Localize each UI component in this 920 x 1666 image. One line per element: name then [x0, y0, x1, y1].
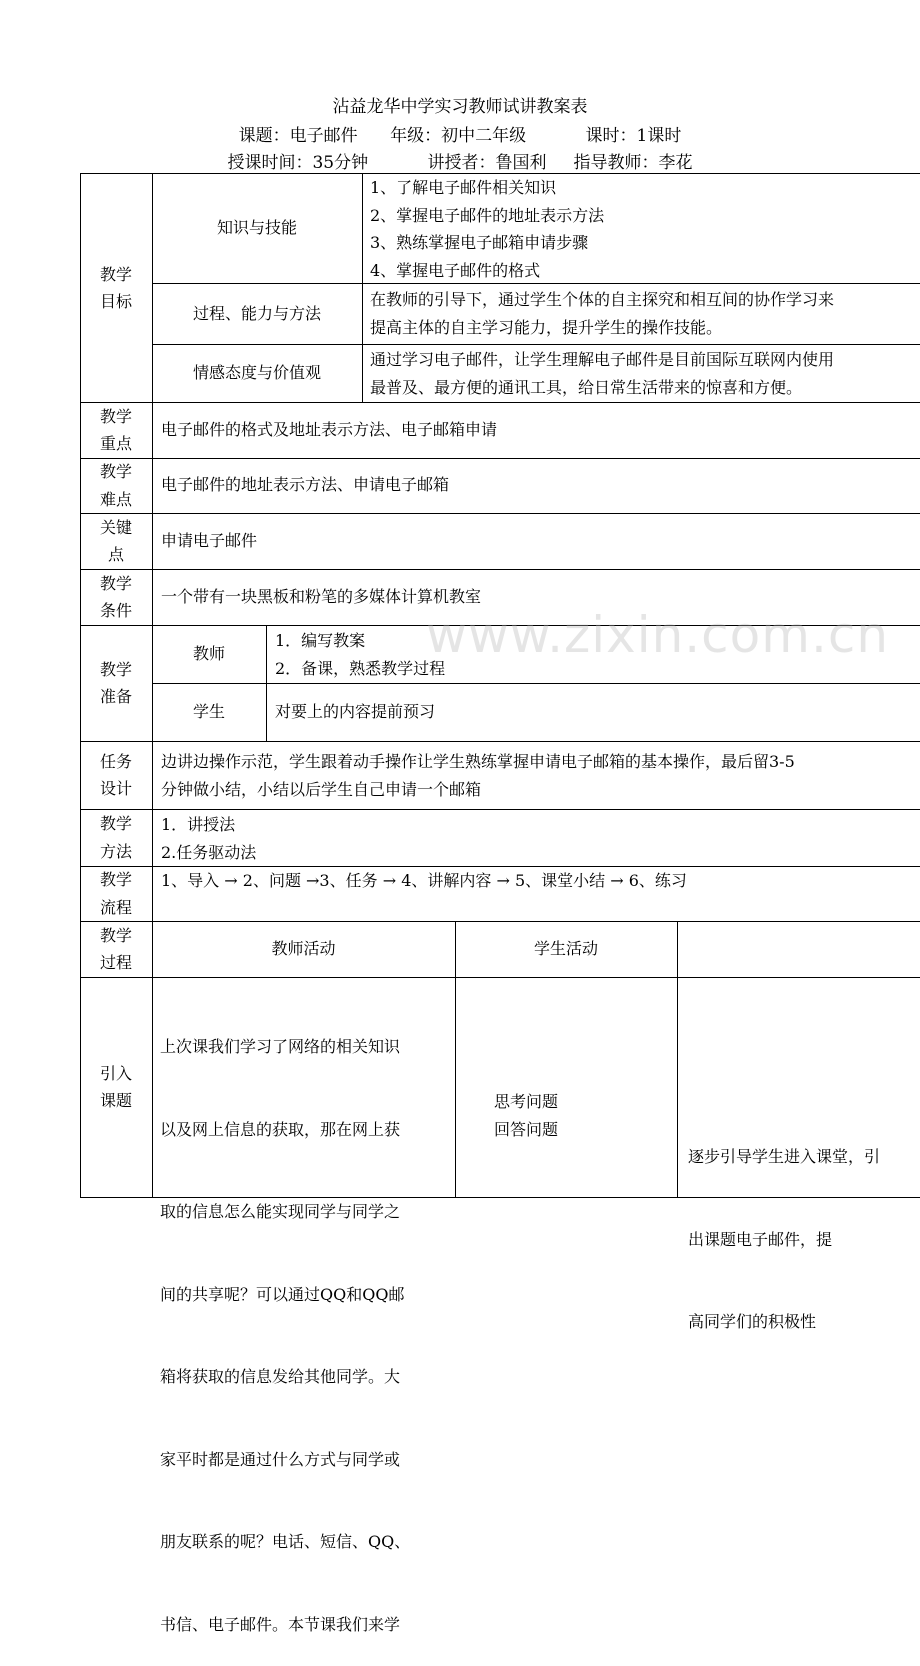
- flow-label: 教学 流程: [99, 870, 132, 917]
- list-item: 4、掌握电子邮件的格式: [370, 260, 541, 280]
- conditions-label: 教学 条件: [99, 573, 132, 620]
- emotion-content: 通过学习电子邮件，让学生理解电子邮件是目前国际互联网内使用 最普及、最方便的通讯工具，给日常生活带来的惊喜和方便。: [370, 350, 835, 397]
- focus-content: 电子邮件的格式及地址表示方法、电子邮箱申请: [161, 420, 498, 439]
- course-info-line: 课题：电子邮件 年级：初中二年级 课时：1课时: [238, 126, 682, 146]
- list-item: 3、熟练掌握电子邮箱申请步骤: [370, 233, 589, 252]
- intro-student-activity: 思考问题 回答问题: [494, 1092, 559, 1139]
- intro-label: 引入 课题: [99, 1063, 132, 1110]
- page-title: 沾益龙华中学实习教师试讲教案表: [332, 97, 588, 117]
- teacher-prep-label: 教师: [192, 644, 225, 664]
- teacher-activity-header: 教师活动: [271, 939, 336, 959]
- difficulty-content: 电子邮件的地址表示方法、申请电子邮箱: [161, 475, 450, 494]
- emotion-label: 情感态度与价值观: [192, 363, 321, 383]
- flow-content: 1、导入 → 2、问题 →3、任务 → 4、讲解内容 → 5、课堂小结 → 6、练习: [161, 871, 687, 890]
- process-header-label: 教学 过程: [99, 925, 132, 972]
- student-activity-header: 学生活动: [533, 939, 598, 959]
- preparation-label: 教学 准备: [99, 659, 132, 706]
- intro-notes: 逐步引导学生进入课堂，引 出课题电子邮件，提 高同学们的积极性: [688, 1147, 881, 1331]
- list-item: 2．备课，熟悉教学过程: [275, 658, 446, 678]
- process-label: 过程、能力与方法: [192, 303, 321, 323]
- list-item: 2、掌握电子邮件的地址表示方法: [370, 205, 605, 225]
- list-item: 1．讲授法: [161, 815, 236, 834]
- student-prep-content: 对要上的内容提前预习: [275, 702, 436, 721]
- intro-teacher-activity: 上次课我们学习了网络的相关知识 以及网上信息的获取，那在网上获 取的信息怎么能实现同学与同学之 间的共享呢？可以通过QQ和QQ邮 箱将获取的信息发给其他同学。大 家平时都是通过什么方式与同学或 朋友联系的呢？电话、短信、QQ、 书信、电子邮件。本节课我们来学: [160, 1037, 411, 1634]
- task-content: 边讲边操作示范，学生跟着动手操作让学生熟练掌握申请电子邮箱的基本操作，最后留3-5 分钟做小结，小结以后学生自己申请一个邮箱: [161, 752, 795, 799]
- key-point-content: 申请电子邮件: [161, 531, 258, 550]
- process-content: 在教师的引导下，通过学生个体的自主探究和相互间的协作学习来 提高主体的自主学习能力，提升学生的操作技能。: [370, 290, 835, 337]
- focus-label: 教学 重点: [99, 406, 132, 453]
- methods-content: [152, 811, 912, 866]
- difficulty-label: 教学 难点: [99, 462, 132, 509]
- key-point-label: 关键 点: [99, 517, 132, 564]
- knowledge-items: [370, 174, 920, 284]
- notes-header: [677, 921, 920, 977]
- list-item: 1．编写教案: [275, 631, 366, 650]
- task-label: 任务 设计: [99, 751, 132, 798]
- teacher-info-line: 授课时间：35分钟 讲授者：鲁国利 指导教师：李花: [227, 153, 693, 173]
- list-item: 2.任务驱动法: [161, 842, 257, 862]
- student-prep-label: 学生: [192, 702, 225, 722]
- objectives-label: 教学 目标: [99, 264, 132, 311]
- list-item: 1、了解电子邮件相关知识: [370, 178, 557, 197]
- knowledge-label: 知识与技能: [216, 218, 297, 238]
- conditions-content: 一个带有一块黑板和粉笔的多媒体计算机教室: [161, 587, 482, 606]
- watermark: www.zixin.com.cn: [426, 606, 890, 664]
- methods-label: 教学 方法: [99, 814, 132, 861]
